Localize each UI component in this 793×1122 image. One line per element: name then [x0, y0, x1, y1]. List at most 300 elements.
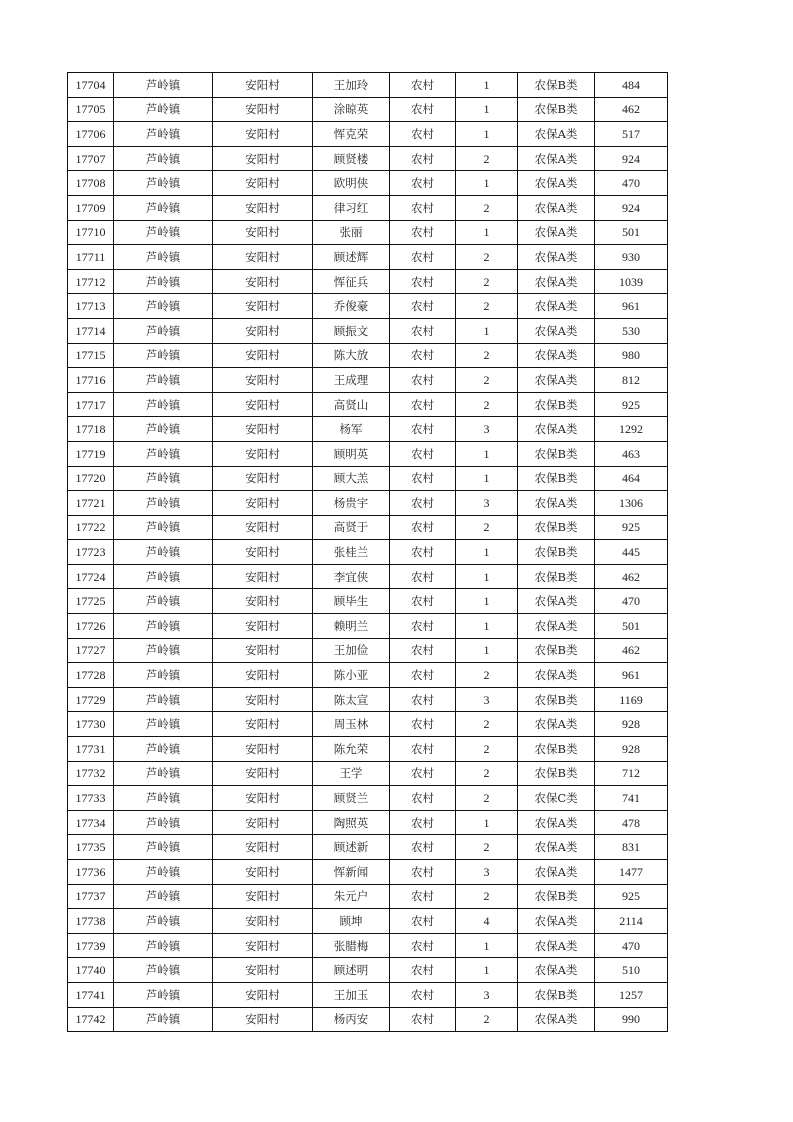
- table-row: [68, 712, 668, 737]
- table-row: [68, 146, 668, 171]
- table-row: [68, 687, 668, 712]
- cell-village: 安阳村: [213, 663, 313, 688]
- cell-insurance-category: 农保A类: [518, 220, 595, 245]
- cell-town: 芦岭镇: [114, 441, 213, 466]
- cell-insurance-category: 农保A类: [518, 1007, 595, 1032]
- cell-person-name: 顾述明: [313, 958, 390, 983]
- cell-village: 安阳村: [213, 761, 313, 786]
- cell-town: 芦岭镇: [114, 982, 213, 1007]
- table-row: [68, 810, 668, 835]
- cell-household-type: 农村: [390, 73, 456, 98]
- cell-town: 芦岭镇: [114, 958, 213, 983]
- cell-member-count: 1: [456, 171, 518, 196]
- cell-member-count: 3: [456, 491, 518, 516]
- cell-member-count: 2: [456, 835, 518, 860]
- cell-village: 安阳村: [213, 1007, 313, 1032]
- cell-member-count: 2: [456, 737, 518, 762]
- cell-town: 芦岭镇: [114, 491, 213, 516]
- cell-record-id: 17740: [68, 958, 114, 983]
- cell-member-count: 1: [456, 466, 518, 491]
- cell-village: 安阳村: [213, 933, 313, 958]
- cell-town: 芦岭镇: [114, 835, 213, 860]
- cell-person-name: 陈小亚: [313, 663, 390, 688]
- cell-person-name: 恽克荣: [313, 122, 390, 147]
- cell-member-count: 2: [456, 786, 518, 811]
- cell-household-type: 农村: [390, 933, 456, 958]
- cell-town: 芦岭镇: [114, 909, 213, 934]
- cell-amount: 928: [595, 712, 668, 737]
- cell-town: 芦岭镇: [114, 810, 213, 835]
- table-row: [68, 737, 668, 762]
- cell-insurance-category: 农保B类: [518, 982, 595, 1007]
- cell-record-id: 17719: [68, 441, 114, 466]
- cell-amount: 510: [595, 958, 668, 983]
- cell-town: 芦岭镇: [114, 761, 213, 786]
- cell-record-id: 17717: [68, 392, 114, 417]
- cell-insurance-category: 农保A类: [518, 318, 595, 343]
- cell-household-type: 农村: [390, 614, 456, 639]
- cell-village: 安阳村: [213, 958, 313, 983]
- cell-village: 安阳村: [213, 294, 313, 319]
- cell-town: 芦岭镇: [114, 466, 213, 491]
- cell-member-count: 2: [456, 712, 518, 737]
- table-row: [68, 614, 668, 639]
- cell-village: 安阳村: [213, 220, 313, 245]
- cell-record-id: 17729: [68, 687, 114, 712]
- cell-member-count: 2: [456, 392, 518, 417]
- cell-person-name: 朱元户: [313, 884, 390, 909]
- cell-member-count: 1: [456, 958, 518, 983]
- cell-village: 安阳村: [213, 835, 313, 860]
- cell-amount: 831: [595, 835, 668, 860]
- cell-record-id: 17737: [68, 884, 114, 909]
- cell-town: 芦岭镇: [114, 515, 213, 540]
- cell-record-id: 17723: [68, 540, 114, 565]
- cell-amount: 484: [595, 73, 668, 98]
- cell-amount: 1039: [595, 269, 668, 294]
- cell-town: 芦岭镇: [114, 122, 213, 147]
- cell-member-count: 3: [456, 417, 518, 442]
- cell-household-type: 农村: [390, 835, 456, 860]
- cell-person-name: 李宜侠: [313, 564, 390, 589]
- cell-insurance-category: 农保B类: [518, 73, 595, 98]
- cell-member-count: 2: [456, 1007, 518, 1032]
- cell-insurance-category: 农保A类: [518, 195, 595, 220]
- cell-member-count: 2: [456, 146, 518, 171]
- cell-town: 芦岭镇: [114, 1007, 213, 1032]
- cell-member-count: 3: [456, 687, 518, 712]
- cell-person-name: 王加俭: [313, 638, 390, 663]
- cell-person-name: 张丽: [313, 220, 390, 245]
- cell-household-type: 农村: [390, 786, 456, 811]
- cell-person-name: 周玉林: [313, 712, 390, 737]
- cell-amount: 470: [595, 171, 668, 196]
- cell-insurance-category: 农保A类: [518, 368, 595, 393]
- table-row: [68, 392, 668, 417]
- cell-amount: 925: [595, 515, 668, 540]
- cell-amount: 1169: [595, 687, 668, 712]
- cell-insurance-category: 农保A类: [518, 663, 595, 688]
- cell-amount: 445: [595, 540, 668, 565]
- cell-insurance-category: 农保A类: [518, 343, 595, 368]
- cell-person-name: 高贤山: [313, 392, 390, 417]
- table-row: [68, 515, 668, 540]
- cell-record-id: 17733: [68, 786, 114, 811]
- cell-record-id: 17731: [68, 737, 114, 762]
- cell-record-id: 17736: [68, 860, 114, 885]
- cell-record-id: 17718: [68, 417, 114, 442]
- cell-person-name: 恽新闻: [313, 860, 390, 885]
- cell-household-type: 农村: [390, 810, 456, 835]
- cell-town: 芦岭镇: [114, 737, 213, 762]
- cell-member-count: 2: [456, 761, 518, 786]
- table-row: [68, 441, 668, 466]
- cell-town: 芦岭镇: [114, 933, 213, 958]
- cell-village: 安阳村: [213, 73, 313, 98]
- cell-amount: 928: [595, 737, 668, 762]
- cell-insurance-category: 农保B类: [518, 540, 595, 565]
- cell-member-count: 1: [456, 122, 518, 147]
- cell-household-type: 农村: [390, 343, 456, 368]
- cell-insurance-category: 农保B类: [518, 441, 595, 466]
- cell-household-type: 农村: [390, 491, 456, 516]
- cell-person-name: 顾振文: [313, 318, 390, 343]
- cell-insurance-category: 农保A类: [518, 122, 595, 147]
- cell-town: 芦岭镇: [114, 860, 213, 885]
- cell-member-count: 2: [456, 343, 518, 368]
- cell-record-id: 17738: [68, 909, 114, 934]
- cell-member-count: 2: [456, 269, 518, 294]
- cell-village: 安阳村: [213, 909, 313, 934]
- cell-person-name: 张桂兰: [313, 540, 390, 565]
- cell-household-type: 农村: [390, 958, 456, 983]
- cell-village: 安阳村: [213, 269, 313, 294]
- cell-household-type: 农村: [390, 97, 456, 122]
- cell-record-id: 17712: [68, 269, 114, 294]
- cell-household-type: 农村: [390, 712, 456, 737]
- cell-insurance-category: 农保B类: [518, 466, 595, 491]
- cell-household-type: 农村: [390, 368, 456, 393]
- cell-village: 安阳村: [213, 810, 313, 835]
- cell-household-type: 农村: [390, 1007, 456, 1032]
- cell-record-id: 17724: [68, 564, 114, 589]
- cell-person-name: 恽征兵: [313, 269, 390, 294]
- cell-member-count: 2: [456, 663, 518, 688]
- cell-person-name: 涂晾英: [313, 97, 390, 122]
- cell-person-name: 杨贵宇: [313, 491, 390, 516]
- cell-town: 芦岭镇: [114, 884, 213, 909]
- cell-member-count: 1: [456, 318, 518, 343]
- cell-town: 芦岭镇: [114, 564, 213, 589]
- cell-person-name: 陶照英: [313, 810, 390, 835]
- cell-town: 芦岭镇: [114, 245, 213, 270]
- cell-record-id: 17708: [68, 171, 114, 196]
- cell-amount: 463: [595, 441, 668, 466]
- cell-village: 安阳村: [213, 146, 313, 171]
- cell-town: 芦岭镇: [114, 269, 213, 294]
- table-row: [68, 884, 668, 909]
- table-row: [68, 589, 668, 614]
- cell-village: 安阳村: [213, 589, 313, 614]
- table-row: [68, 195, 668, 220]
- cell-record-id: 17742: [68, 1007, 114, 1032]
- cell-record-id: 17713: [68, 294, 114, 319]
- cell-household-type: 农村: [390, 392, 456, 417]
- cell-insurance-category: 农保A类: [518, 146, 595, 171]
- cell-record-id: 17714: [68, 318, 114, 343]
- cell-record-id: 17728: [68, 663, 114, 688]
- table-row: [68, 368, 668, 393]
- cell-member-count: 1: [456, 220, 518, 245]
- cell-member-count: 1: [456, 810, 518, 835]
- cell-insurance-category: 农保A类: [518, 810, 595, 835]
- cell-amount: 2114: [595, 909, 668, 934]
- cell-household-type: 农村: [390, 737, 456, 762]
- cell-village: 安阳村: [213, 860, 313, 885]
- cell-member-count: 4: [456, 909, 518, 934]
- cell-insurance-category: 农保A类: [518, 958, 595, 983]
- cell-record-id: 17721: [68, 491, 114, 516]
- cell-amount: 925: [595, 392, 668, 417]
- table-row: [68, 663, 668, 688]
- cell-insurance-category: 农保A类: [518, 589, 595, 614]
- cell-town: 芦岭镇: [114, 146, 213, 171]
- table-row: [68, 786, 668, 811]
- table-row: [68, 835, 668, 860]
- cell-record-id: 17734: [68, 810, 114, 835]
- cell-record-id: 17732: [68, 761, 114, 786]
- cell-village: 安阳村: [213, 564, 313, 589]
- cell-household-type: 农村: [390, 171, 456, 196]
- cell-person-name: 王加玉: [313, 982, 390, 1007]
- table-row: [68, 220, 668, 245]
- cell-amount: 961: [595, 663, 668, 688]
- cell-household-type: 农村: [390, 540, 456, 565]
- cell-person-name: 陈大放: [313, 343, 390, 368]
- table-row: [68, 1007, 668, 1032]
- cell-person-name: 杨丙安: [313, 1007, 390, 1032]
- cell-member-count: 2: [456, 515, 518, 540]
- cell-household-type: 农村: [390, 860, 456, 885]
- cell-village: 安阳村: [213, 122, 313, 147]
- cell-record-id: 17707: [68, 146, 114, 171]
- table-row: [68, 982, 668, 1007]
- cell-town: 芦岭镇: [114, 540, 213, 565]
- cell-insurance-category: 农保B类: [518, 884, 595, 909]
- cell-household-type: 农村: [390, 294, 456, 319]
- cell-amount: 462: [595, 97, 668, 122]
- cell-village: 安阳村: [213, 638, 313, 663]
- cell-insurance-category: 农保A类: [518, 860, 595, 885]
- cell-person-name: 王成理: [313, 368, 390, 393]
- cell-village: 安阳村: [213, 687, 313, 712]
- cell-village: 安阳村: [213, 343, 313, 368]
- cell-household-type: 农村: [390, 761, 456, 786]
- cell-amount: 462: [595, 564, 668, 589]
- cell-household-type: 农村: [390, 687, 456, 712]
- cell-household-type: 农村: [390, 417, 456, 442]
- cell-record-id: 17741: [68, 982, 114, 1007]
- cell-record-id: 17727: [68, 638, 114, 663]
- table-row: [68, 171, 668, 196]
- cell-person-name: 顾贤楼: [313, 146, 390, 171]
- cell-member-count: 1: [456, 589, 518, 614]
- cell-record-id: 17711: [68, 245, 114, 270]
- cell-amount: 741: [595, 786, 668, 811]
- cell-member-count: 1: [456, 97, 518, 122]
- cell-village: 安阳村: [213, 441, 313, 466]
- cell-insurance-category: 农保B类: [518, 515, 595, 540]
- cell-record-id: 17725: [68, 589, 114, 614]
- cell-village: 安阳村: [213, 97, 313, 122]
- cell-town: 芦岭镇: [114, 786, 213, 811]
- cell-record-id: 17706: [68, 122, 114, 147]
- cell-household-type: 农村: [390, 515, 456, 540]
- cell-amount: 1292: [595, 417, 668, 442]
- cell-record-id: 17722: [68, 515, 114, 540]
- cell-town: 芦岭镇: [114, 97, 213, 122]
- table-body: [68, 73, 668, 1032]
- table-row: [68, 860, 668, 885]
- cell-town: 芦岭镇: [114, 318, 213, 343]
- cell-household-type: 农村: [390, 884, 456, 909]
- table-row: [68, 269, 668, 294]
- cell-record-id: 17704: [68, 73, 114, 98]
- cell-town: 芦岭镇: [114, 392, 213, 417]
- cell-town: 芦岭镇: [114, 663, 213, 688]
- cell-insurance-category: 农保A类: [518, 245, 595, 270]
- cell-member-count: 2: [456, 368, 518, 393]
- cell-household-type: 农村: [390, 982, 456, 1007]
- table-row: [68, 491, 668, 516]
- cell-record-id: 17739: [68, 933, 114, 958]
- cell-village: 安阳村: [213, 392, 313, 417]
- cell-household-type: 农村: [390, 589, 456, 614]
- cell-insurance-category: 农保A类: [518, 491, 595, 516]
- cell-household-type: 农村: [390, 441, 456, 466]
- table-row: [68, 540, 668, 565]
- cell-member-count: 1: [456, 540, 518, 565]
- cell-amount: 1477: [595, 860, 668, 885]
- cell-amount: 812: [595, 368, 668, 393]
- cell-person-name: 乔俊豪: [313, 294, 390, 319]
- table-row: [68, 318, 668, 343]
- cell-amount: 924: [595, 195, 668, 220]
- table-row: [68, 97, 668, 122]
- cell-town: 芦岭镇: [114, 195, 213, 220]
- cell-member-count: 2: [456, 195, 518, 220]
- cell-amount: 712: [595, 761, 668, 786]
- cell-amount: 478: [595, 810, 668, 835]
- cell-record-id: 17726: [68, 614, 114, 639]
- cell-person-name: 律习红: [313, 195, 390, 220]
- cell-town: 芦岭镇: [114, 294, 213, 319]
- cell-record-id: 17730: [68, 712, 114, 737]
- cell-insurance-category: 农保A类: [518, 614, 595, 639]
- cell-insurance-category: 农保B类: [518, 97, 595, 122]
- cell-member-count: 2: [456, 294, 518, 319]
- table-row: [68, 73, 668, 98]
- table-row: [68, 909, 668, 934]
- cell-amount: 1257: [595, 982, 668, 1007]
- table-row: [68, 958, 668, 983]
- cell-household-type: 农村: [390, 220, 456, 245]
- cell-record-id: 17720: [68, 466, 114, 491]
- cell-member-count: 1: [456, 564, 518, 589]
- cell-insurance-category: 农保A类: [518, 417, 595, 442]
- cell-insurance-category: 农保A类: [518, 933, 595, 958]
- table-row: [68, 638, 668, 663]
- cell-village: 安阳村: [213, 712, 313, 737]
- table-row: [68, 761, 668, 786]
- cell-amount: 925: [595, 884, 668, 909]
- cell-amount: 990: [595, 1007, 668, 1032]
- cell-insurance-category: 农保B类: [518, 392, 595, 417]
- cell-town: 芦岭镇: [114, 589, 213, 614]
- cell-member-count: 1: [456, 638, 518, 663]
- table-row: [68, 564, 668, 589]
- cell-person-name: 顾明英: [313, 441, 390, 466]
- cell-town: 芦岭镇: [114, 687, 213, 712]
- cell-village: 安阳村: [213, 786, 313, 811]
- cell-amount: 462: [595, 638, 668, 663]
- cell-town: 芦岭镇: [114, 73, 213, 98]
- cell-insurance-category: 农保B类: [518, 564, 595, 589]
- record-table: [67, 72, 668, 1032]
- cell-village: 安阳村: [213, 318, 313, 343]
- cell-person-name: 顾坤: [313, 909, 390, 934]
- cell-person-name: 陈允荣: [313, 737, 390, 762]
- cell-member-count: 1: [456, 933, 518, 958]
- cell-member-count: 1: [456, 614, 518, 639]
- table-row: [68, 122, 668, 147]
- cell-town: 芦岭镇: [114, 712, 213, 737]
- table-row: [68, 343, 668, 368]
- cell-village: 安阳村: [213, 466, 313, 491]
- cell-household-type: 农村: [390, 466, 456, 491]
- cell-household-type: 农村: [390, 146, 456, 171]
- table-row: [68, 294, 668, 319]
- cell-village: 安阳村: [213, 195, 313, 220]
- cell-member-count: 2: [456, 245, 518, 270]
- cell-person-name: 张腊梅: [313, 933, 390, 958]
- cell-village: 安阳村: [213, 982, 313, 1007]
- table-row: [68, 245, 668, 270]
- cell-amount: 517: [595, 122, 668, 147]
- cell-member-count: 1: [456, 73, 518, 98]
- cell-insurance-category: 农保B类: [518, 638, 595, 663]
- cell-person-name: 王加玲: [313, 73, 390, 98]
- cell-insurance-category: 农保A类: [518, 835, 595, 860]
- cell-record-id: 17735: [68, 835, 114, 860]
- cell-town: 芦岭镇: [114, 614, 213, 639]
- cell-amount: 930: [595, 245, 668, 270]
- cell-amount: 501: [595, 220, 668, 245]
- cell-village: 安阳村: [213, 417, 313, 442]
- cell-person-name: 陈太宣: [313, 687, 390, 712]
- cell-person-name: 王学: [313, 761, 390, 786]
- cell-insurance-category: 农保A类: [518, 171, 595, 196]
- cell-amount: 530: [595, 318, 668, 343]
- cell-insurance-category: 农保B类: [518, 761, 595, 786]
- cell-village: 安阳村: [213, 171, 313, 196]
- cell-household-type: 农村: [390, 245, 456, 270]
- cell-amount: 961: [595, 294, 668, 319]
- cell-household-type: 农村: [390, 318, 456, 343]
- cell-member-count: 2: [456, 884, 518, 909]
- cell-record-id: 17705: [68, 97, 114, 122]
- cell-record-id: 17709: [68, 195, 114, 220]
